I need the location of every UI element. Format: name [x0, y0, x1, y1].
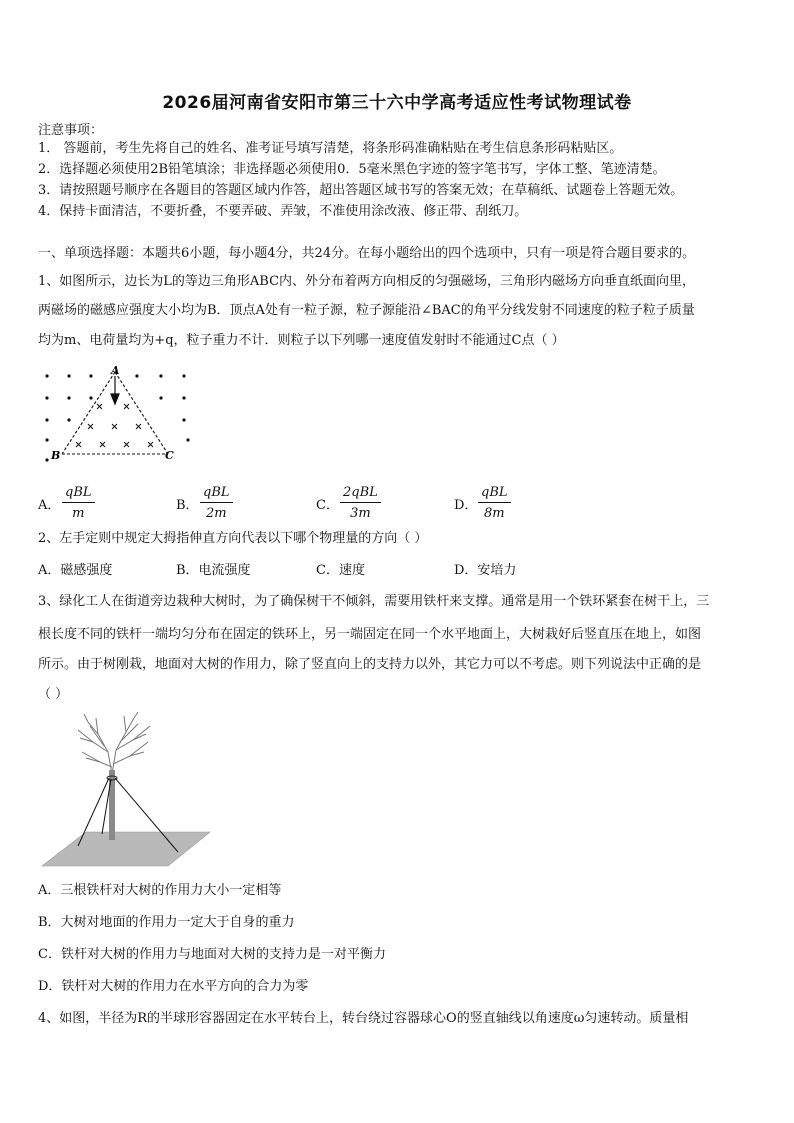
- vertex-label-b: B: [51, 449, 61, 462]
- q1-option-b-fraction: qBL 2m: [200, 485, 233, 521]
- notice-heading: 注意事项：: [38, 123, 104, 138]
- q2-option-b: B．电流强度: [176, 563, 251, 578]
- q2-option-c: C．速度: [316, 563, 365, 578]
- notice-item: 3．请按照题号顺序在各题目的答题区域内作答，超出答题区域书写的答案无效；在草稿纸、试题卷上答题无效。: [38, 183, 684, 198]
- q3-option-b: B．大树对地面的作用力一定大于自身的重力: [38, 915, 295, 930]
- q3-option-a: A．三根铁杆对大树的作用力大小一定相等: [38, 883, 282, 898]
- q1-option-a-fraction: qBL m: [62, 485, 95, 521]
- q3-stem-line: 所示。由于树刚栽，地面对大树的作用力，除了竖直向上的支持力以外，其它力可以不考虑。则下列说法中正确的是: [38, 657, 702, 672]
- section-heading: 一、单项选择题：本题共6小题，每小题4分，共24分。在每小题给出的四个选项中，只有一项是符合题目要求的。: [38, 246, 696, 261]
- q1-option-d-fraction: qBL 8m: [478, 485, 511, 521]
- q1-stem-line: 两磁场的磁感应强度大小均为B．顶点A处有一粒子源，粒子源能沿∠BAC的角平分线发射不同速度的粒子粒子质量: [38, 303, 695, 318]
- q2-stem: 2、左手定则中规定大拇指伸直方向代表以下哪个物理量的方向（ ）: [38, 531, 428, 546]
- q3-stem-line: 3、绿化工人在街道旁边栽种大树时，为了确保树干不倾斜，需要用铁杆来支撑。通常是用一个铁环紧套在树干上，三: [38, 594, 710, 609]
- q2-option-a: A．磁感强度: [38, 563, 113, 578]
- q1-option-c-fraction: 2qBL 3m: [340, 485, 381, 521]
- q2-option-d: D．安培力: [454, 563, 517, 578]
- q1-option-c-label: C．: [316, 498, 339, 513]
- tree-support-figure: [38, 712, 214, 870]
- ground-plane: [42, 832, 210, 866]
- q3-option-c: C．铁杆对大树的作用力与地面对大树的支持力是一对平衡力: [38, 947, 386, 962]
- notice-item: 2．选择题必须使用2B铅笔填涂；非选择题必须使用0．5毫米黑色字迹的签字笔书写，字体工整、笔迹清楚。: [38, 162, 666, 177]
- inner-field-crosses: [76, 404, 153, 447]
- launch-arrow-icon: [111, 376, 119, 404]
- q1-option-d-label: D．: [454, 498, 478, 513]
- magnetic-field-triangle-figure: [40, 362, 200, 467]
- notice-item: 1． 答题前，考生先将自己的姓名、准考证号填写清楚，将条形码准确粘贴在考生信息条形码粘贴区。: [38, 141, 623, 156]
- q1-option-a-label: A．: [38, 498, 61, 513]
- page-title: 2026届河南省安阳市第三十六中学高考适应性考试物理试卷: [162, 93, 632, 113]
- tree-branches: [78, 712, 150, 774]
- q3-option-d: D．铁杆对大树的作用力在水平方向的合力为零: [38, 979, 309, 994]
- q1-stem-line: 均为m、电荷量均为+q，粒子重力不计．则粒子以下列哪一速度值发射时不能通过C点（ ）: [38, 333, 565, 348]
- q3-stem-line: 根长度不同的铁杆一端均匀分布在固定的铁环上，另一端固定在同一个水平地面上，大树栽好后竖直压在地上，如图: [38, 627, 702, 642]
- vertex-label-a: A: [111, 364, 120, 377]
- q3-stem-line: （ ）: [38, 687, 69, 702]
- vertex-label-c: C: [165, 449, 174, 462]
- q4-stem-line: 4、如图，半径为R的半球形容器固定在水平转台上，转台绕过容器球心O的竖直轴线以角速度ω匀速转动。质量相: [38, 1011, 689, 1026]
- q1-stem-line: 1、如图所示，边长为L的等边三角形ABC内、外分布着两方向相反的匀强磁场，三角形内磁场方向垂直纸面向里，: [38, 274, 696, 289]
- notice-item: 4．保持卡面清洁，不要折叠，不要弄破、弄皱，不准使用涂改液、修正带、刮纸刀。: [38, 204, 528, 219]
- q1-option-b-label: B．: [176, 498, 199, 513]
